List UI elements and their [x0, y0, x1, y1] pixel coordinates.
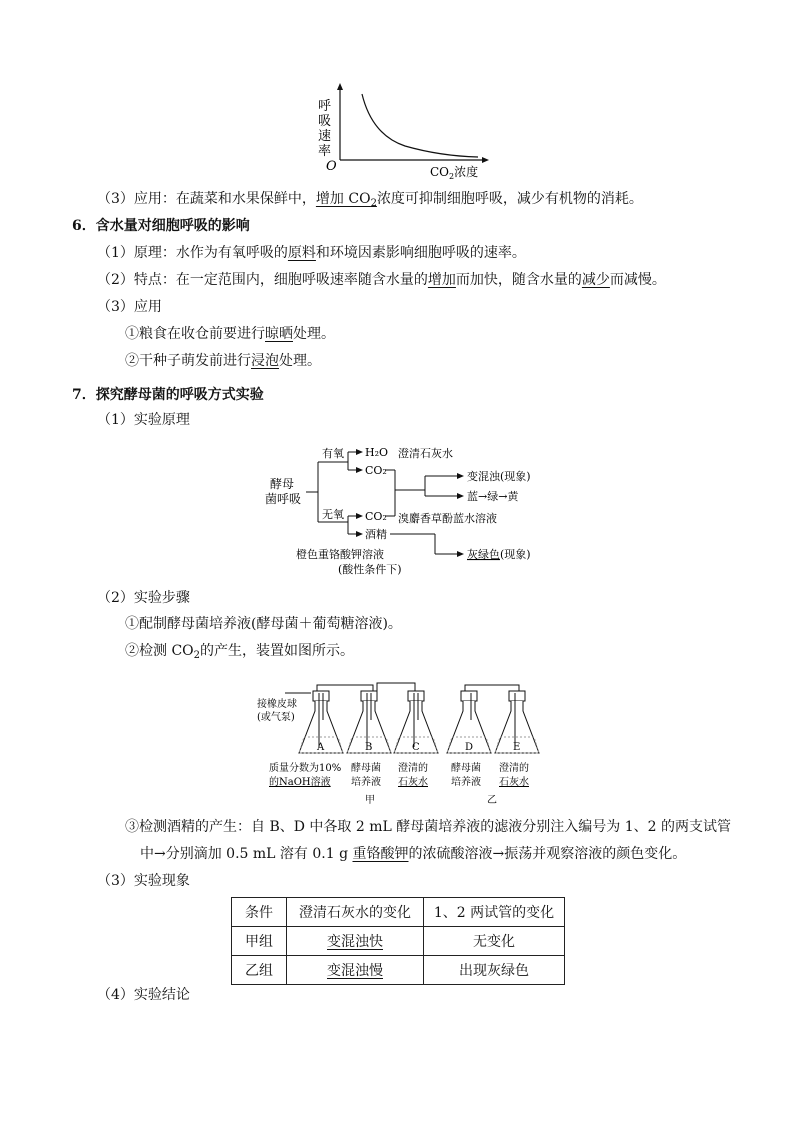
underlined: 减少	[581, 272, 610, 288]
text: 的产生，装置如图所示。	[200, 643, 355, 659]
underlined: 变混浊慢	[327, 963, 383, 979]
s7-2b	[125, 641, 354, 666]
dichromate: 橙色重铬酸钾溶液	[296, 548, 384, 561]
naoh-2: 的NaOH溶液	[269, 777, 331, 788]
limewater: 澄清石灰水	[398, 447, 453, 460]
label-D: D	[465, 742, 474, 753]
acid: (酸性条件下)	[338, 563, 402, 576]
s7-2c-line1: ③检测酒精的产生：自 B、D 中各取 2 mL 酵母菌培养液的滤液分别注入编号为 1、2 的两支试管	[125, 819, 731, 835]
lime-E-2: 石灰水	[499, 777, 529, 788]
yeast-B-1: 酵母菌	[351, 763, 381, 774]
yeast-D-2: 培养液	[451, 777, 481, 788]
text: （1）原理：水作为有氧呼吸的	[97, 245, 288, 261]
label-A: A	[317, 742, 325, 753]
s6-1	[97, 243, 526, 263]
btb: 溴麝香草酚蓝水溶液	[398, 512, 497, 525]
lime-E-1: 澄清的	[499, 763, 529, 774]
subscript: 2	[370, 198, 377, 209]
label-B: B	[365, 742, 373, 753]
text: 处理。	[279, 353, 321, 369]
cell	[287, 956, 424, 985]
cell: 甲组	[232, 927, 287, 956]
s7-1: （1）实验原理	[97, 412, 190, 428]
s7-4: （4）实验结论	[97, 987, 190, 1003]
yeast-2: 菌呼吸	[265, 492, 302, 506]
underlined	[316, 191, 377, 207]
underlined: 原料	[287, 245, 316, 261]
curve	[362, 94, 478, 157]
heading-6: 6．含水量对细胞呼吸的影响	[72, 218, 250, 234]
p3-application	[97, 189, 643, 214]
pump-label-1: 接橡皮球	[257, 699, 297, 710]
underlined: 增加	[427, 272, 456, 288]
aerobic-label: 有氧	[322, 447, 344, 460]
results-table	[231, 897, 565, 985]
text: 而加快，随含水量的	[455, 272, 582, 288]
table-row	[232, 927, 565, 956]
ylabel-4: 率	[318, 144, 332, 159]
label-C: C	[412, 742, 420, 753]
s7-2a: ①配制酵母菌培养液(酵母菌＋葡萄糖溶液)。	[125, 616, 402, 632]
apparatus-diagram	[255, 675, 545, 810]
y-axis-arrow	[337, 83, 343, 90]
underlined: 浸泡	[251, 353, 279, 369]
naoh-1: 质量分数为10%	[269, 763, 342, 774]
pump-label-2: (或气泵)	[257, 712, 295, 723]
co2-anaerobic: CO₂	[365, 510, 387, 523]
lime-C-1: 澄清的	[398, 763, 428, 774]
s6-3: （3）应用	[97, 299, 162, 315]
lime-C-2: 石灰水	[398, 777, 428, 788]
text: 处理。	[293, 326, 335, 342]
th-tubes: 1、2 两试管的变化	[424, 898, 565, 927]
s7-2: （2）实验步骤	[97, 590, 190, 606]
alcohol: 酒精	[365, 528, 387, 541]
co2-aerobic: CO₂	[365, 464, 387, 477]
s7-3: （3）实验现象	[97, 873, 190, 889]
cell	[287, 927, 424, 956]
xlabel: $CO_2$浓度	[430, 165, 479, 180]
origin-label: O	[326, 159, 337, 174]
cell: 乙组	[232, 956, 287, 985]
text: 的浓硫酸溶液→振荡并观察溶液的颜色变化。	[408, 846, 687, 862]
color-change: 蓝→绿→黄	[467, 490, 519, 503]
th-limewater: 澄清石灰水的变化	[287, 898, 424, 927]
text: 和环境因素影响细胞呼吸的速率。	[315, 245, 526, 261]
underlined: 重铬酸钾	[352, 846, 409, 862]
subscript: 2	[193, 650, 201, 661]
label-E: E	[513, 742, 521, 753]
s6-3a	[125, 324, 335, 344]
group-jia: 甲	[365, 795, 375, 806]
h2o: H₂O	[365, 446, 389, 459]
s6-2	[97, 270, 666, 290]
text: 中→分别滴加 0.5 mL 溶有 0.1 g	[140, 846, 353, 862]
grey-result: 灰绿色(现象)	[467, 548, 531, 561]
anaerobic-label: 无氧	[322, 508, 344, 521]
text: 浓度可抑制细胞呼吸，减少有机物的消耗。	[376, 191, 643, 207]
underlined: 变混浊快	[327, 934, 383, 950]
yeast-D-1: 酵母菌	[451, 763, 481, 774]
table-row	[232, 956, 565, 985]
ylabel-2: 吸	[318, 114, 332, 129]
s6-3b	[125, 351, 321, 371]
text: 增加 CO	[315, 191, 371, 207]
s7-2c-line2	[140, 844, 686, 864]
principle-flow-diagram	[260, 440, 550, 580]
cell: 出现灰绿色	[424, 956, 565, 985]
text: （2）特点：在一定范围内，细胞呼吸速率随含水量的	[97, 272, 428, 288]
text: 而减慢。	[609, 272, 666, 288]
yeast-1: 酵母	[270, 477, 295, 491]
group-yi: 乙	[487, 795, 497, 806]
underlined: 晾晒	[265, 326, 293, 342]
text: ②检测 CO	[125, 643, 194, 659]
heading-7: 7．探究酵母菌的呼吸方式实验	[72, 387, 264, 403]
ylabel-3: 速	[318, 129, 332, 144]
table-header	[232, 898, 565, 927]
cell: 无变化	[424, 927, 565, 956]
yeast-B-2: 培养液	[351, 777, 381, 788]
respiration-co2-graph	[300, 80, 510, 180]
th-condition: 条件	[232, 898, 287, 927]
text: ①粮食在收仓前要进行	[125, 326, 265, 342]
x-axis-arrow	[482, 157, 489, 163]
ylabel-1: 呼	[318, 99, 332, 114]
turbid: 变混浊(现象)	[467, 470, 531, 483]
text: ②干种子萌发前进行	[125, 353, 251, 369]
text: （3）应用：在蔬菜和水果保鲜中，	[97, 191, 316, 207]
